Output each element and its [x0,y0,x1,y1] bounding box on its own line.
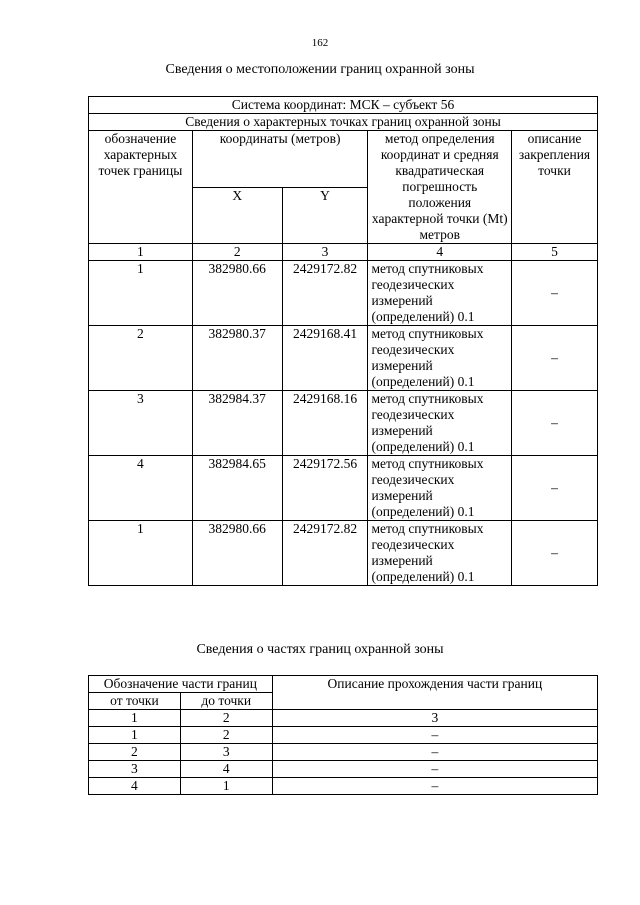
column-number-row [89,710,598,727]
from-point: 2 [89,744,181,761]
coord-x: 382980.37 [192,326,282,391]
column-number: 3 [282,244,368,261]
header-y: Y [282,187,368,244]
to-point: 4 [180,761,272,778]
header-method: метод определения координат и средняя квадратическая погрешность положения характерной точки (Mt) метров [368,131,512,244]
coordinates-table [88,96,598,586]
header-to-point: до точки [180,693,272,710]
table-row [89,761,598,778]
table-row [89,727,598,744]
table-row [89,778,598,795]
header-coordinates: координаты (метров) [192,131,368,188]
column-number: 1 [89,710,181,727]
column-number: 3 [272,710,597,727]
header-from-point: от точки [89,693,181,710]
table-header-row [89,131,598,188]
column-number: 5 [512,244,598,261]
header-part-description: Описание прохождения части границ [272,676,597,710]
coord-x: 382980.66 [192,521,282,586]
method: метод спутниковых геодезических измерений (определений) 0.1 [368,326,512,391]
point-id: 4 [89,456,193,521]
fixing-description: – [512,261,598,326]
coordinate-system-label: Система координат: МСК – субъект 56 [89,97,598,114]
table-header-row [89,676,598,693]
table-row [89,261,598,326]
coord-y: 2429168.41 [282,326,368,391]
column-number: 2 [192,244,282,261]
point-id: 1 [89,521,193,586]
coord-y: 2429172.82 [282,521,368,586]
coord-x: 382984.65 [192,456,282,521]
coord-x: 382980.66 [192,261,282,326]
part-description: – [272,727,597,744]
fixing-description: – [512,391,598,456]
section-title-boundary-parts: Сведения о частях границ охранной зоны [196,642,444,657]
header-part-designation: Обозначение части границ [89,676,273,693]
table-row [89,521,598,586]
points-info-label: Сведения о характерных точках границ охранной зоны [89,114,598,131]
from-point: 3 [89,761,181,778]
fixing-description: – [512,456,598,521]
to-point: 2 [180,727,272,744]
column-number-row [89,244,598,261]
coord-y: 2429172.82 [282,261,368,326]
column-number: 2 [180,710,272,727]
fixing-description: – [512,521,598,586]
header-designation: обозначение характерных точек границы [89,131,193,244]
page-number: 162 [311,37,329,49]
to-point: 3 [180,744,272,761]
fixing-description: – [512,326,598,391]
table-row [89,456,598,521]
method: метод спутниковых геодезических измерений (определений) 0.1 [368,391,512,456]
to-point: 1 [180,778,272,795]
table-row [89,114,598,131]
table-row [89,744,598,761]
coord-y: 2429172.56 [282,456,368,521]
point-id: 3 [89,391,193,456]
method: метод спутниковых геодезических измерений (определений) 0.1 [368,261,512,326]
point-id: 2 [89,326,193,391]
part-description: – [272,761,597,778]
coord-y: 2429168.16 [282,391,368,456]
column-number: 1 [89,244,193,261]
header-fixing: описание закрепления точки [512,131,598,244]
table-row [89,391,598,456]
part-description: – [272,744,597,761]
method: метод спутниковых геодезических измерений (определений) 0.1 [368,456,512,521]
column-number: 4 [368,244,512,261]
table-row [89,326,598,391]
boundary-parts-table [88,675,598,795]
table-row [89,97,598,114]
coord-x: 382984.37 [192,391,282,456]
method: метод спутниковых геодезических измерений (определений) 0.1 [368,521,512,586]
from-point: 4 [89,778,181,795]
section-title-boundary-location: Сведения о местоположении границ охранной зоны [165,62,475,77]
header-x: X [192,187,282,244]
from-point: 1 [89,727,181,744]
part-description: – [272,778,597,795]
point-id: 1 [89,261,193,326]
